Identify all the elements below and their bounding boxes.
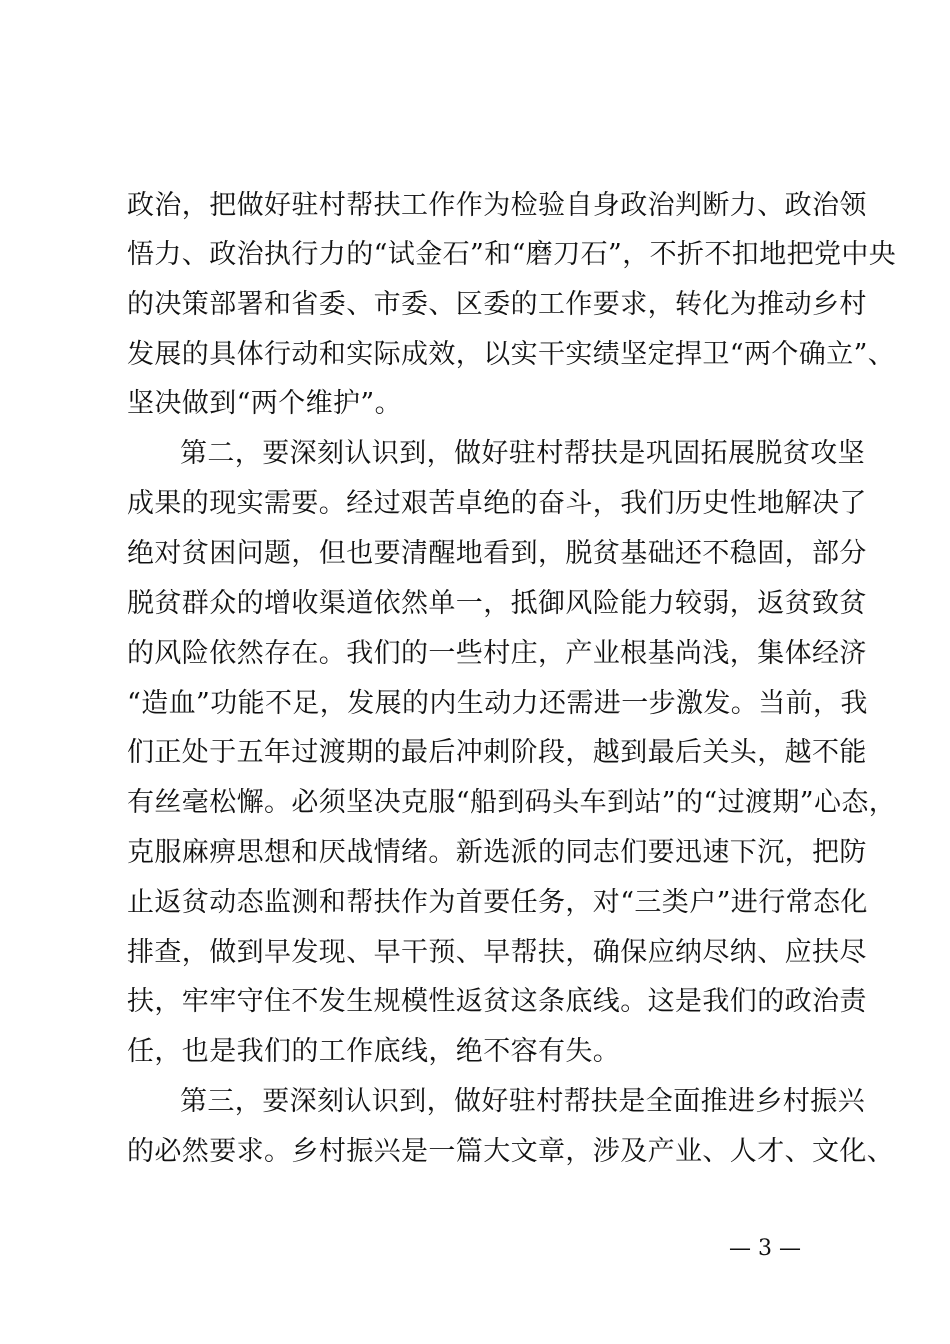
text-line: 悟力、政治执行力的“试金石”和“磨刀石”，不折不扣地把党中央 xyxy=(127,239,897,270)
page-number: — 3 — xyxy=(729,1236,801,1261)
text-line: “造血”功能不足，发展的内生动力还需进一步激发。当前，我 xyxy=(127,688,868,719)
text-line: 排查，做到早发现、早干预、早帮扶，确保应纳尽纳、应扶尽 xyxy=(127,937,867,968)
text-line: 政治，把做好驻村帮扶工作作为检验自身政治判断力、政治领 xyxy=(127,190,867,221)
text-line: 坚决做到“两个维护”。 xyxy=(127,388,403,419)
text-line: 克服麻痹思想和厌战情绪。新选派的同志们要迅速下沉，把防 xyxy=(127,837,867,868)
text-line: 任，也是我们的工作底线，绝不容有失。 xyxy=(127,1036,621,1067)
paragraph-start-line: 第三，要深刻认识到，做好驻村帮扶是全面推进乡村振兴 xyxy=(180,1086,865,1117)
text-line: 成果的现实需要。经过艰苦卓绝的奋斗，我们历史性地解决了 xyxy=(127,488,867,519)
paragraph-start-line: 第二，要深刻认识到，做好驻村帮扶是巩固拓展脱贫攻坚 xyxy=(180,438,865,469)
text-line: 有丝毫松懈。必须坚决克服“船到码头车到站”的“过渡期”心态， xyxy=(127,787,897,818)
text-line: 的必然要求。乡村振兴是一篇大文章，涉及产业、人才、文化、 xyxy=(127,1136,895,1167)
text-line: 的风险依然存在。我们的一些村庄，产业根基尚浅，集体经济 xyxy=(127,638,867,669)
text-line: 扶，牢牢守住不发生规模性返贫这条底线。这是我们的政治责 xyxy=(127,986,867,1017)
text-line: 绝对贫困问题，但也要清醒地看到，脱贫基础还不稳固，部分 xyxy=(127,538,867,569)
text-line: 止返贫动态监测和帮扶作为首要任务，对“三类户”进行常态化 xyxy=(127,887,868,918)
text-line: 的决策部署和省委、市委、区委的工作要求，转化为推动乡村 xyxy=(127,289,867,320)
text-line: 发展的具体行动和实际成效，以实干实绩坚定捍卫“两个确立”、 xyxy=(127,339,896,370)
text-line: 脱贫群众的增收渠道依然单一，抵御风险能力较弱，返贫致贫 xyxy=(127,588,867,619)
text-line: 们正处于五年过渡期的最后冲刺阶段，越到最后关头，越不能 xyxy=(127,737,867,768)
